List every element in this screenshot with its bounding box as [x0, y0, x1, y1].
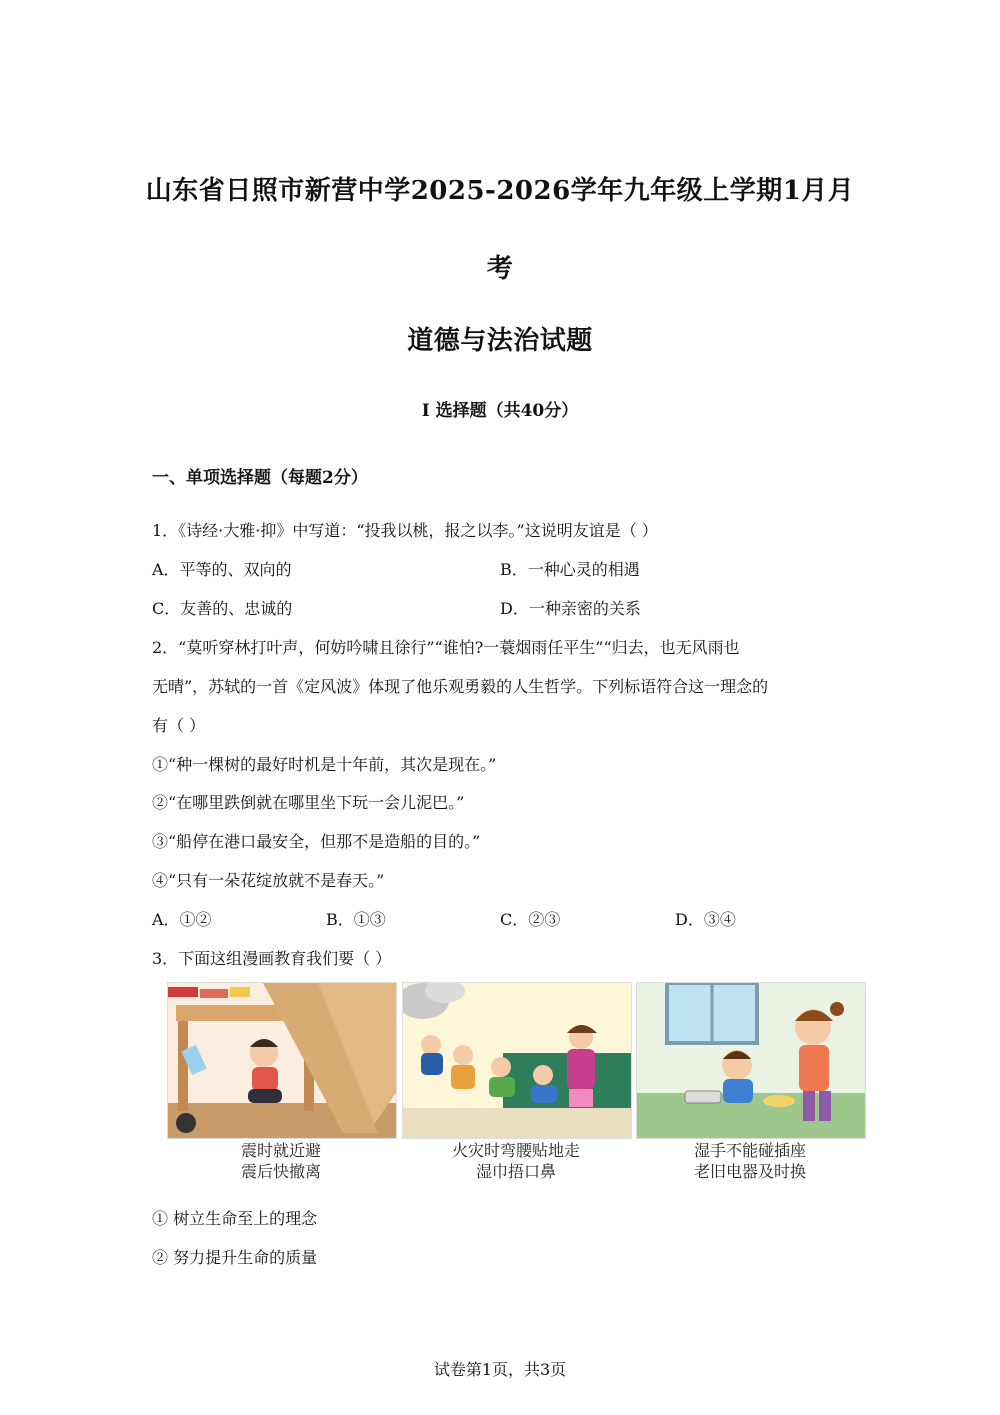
- q1-option-b: B．一种心灵的相遇: [500, 560, 640, 579]
- q2-item-3: ③“船停在港口最安全，但那不是造船的目的。”: [152, 832, 481, 851]
- q3-item-2: ② 努力提升生命的质量: [152, 1248, 318, 1267]
- exam-title-line1: 山东省日照市新营中学2025-2026学年九年级上学期1月月: [145, 176, 855, 206]
- section-heading: 一、单项选择题（每题2分）: [152, 468, 368, 488]
- q1-option-a: A．平等的、双向的: [152, 560, 292, 579]
- caption-2-line2: 湿巾捂口鼻: [475, 1162, 556, 1181]
- q2-item-2: ②“在哪里跌倒就在哪里坐下玩一会儿泥巴。”: [152, 793, 465, 812]
- exam-subject: 道德与法治试题: [407, 326, 593, 356]
- caption-3-line1: 湿手不能碰插座: [693, 1141, 806, 1160]
- comic-caption-2: [402, 1140, 630, 1182]
- caption-2-line1: 火灾时弯腰贴地走: [451, 1141, 580, 1160]
- q2-stem-line1: 2．“莫听穿林打叶声，何妨吟啸且徐行”“谁怕?一蓑烟雨任平生”“归去，也无风雨也: [152, 638, 740, 657]
- caption-3-line2: 老旧电器及时换: [693, 1162, 806, 1181]
- q3-stem: 3．下面这组漫画教育我们要（ ）: [152, 949, 392, 968]
- comic-electricity-image: [636, 982, 866, 1139]
- q2-option-c: C．②③: [500, 910, 561, 929]
- page-footer: 试卷第1页，共3页: [433, 1360, 567, 1379]
- q2-item-4: ④“只有一朵花绽放就不是春天。”: [152, 871, 385, 890]
- exam-title-line2: 考: [486, 254, 514, 284]
- comic-caption-1: [167, 1140, 395, 1182]
- caption-1-line2: 震后快撤离: [240, 1162, 321, 1181]
- q3-item-1: ① 树立生命至上的理念: [152, 1209, 318, 1228]
- caption-1-line1: 震时就近避: [240, 1141, 321, 1160]
- q2-stem-line2: 无晴”，苏轼的一首《定风波》体现了他乐观勇毅的人生哲学。下列标语符合这一理念的: [152, 677, 769, 696]
- q2-item-1: ①“种一棵树的最好时机是十年前，其次是现在。”: [152, 755, 497, 774]
- q1-stem: 1．《诗经·大雅·抑》中写道：“投我以桃，报之以李。”这说明友谊是（ ）: [152, 521, 658, 540]
- q1-option-d: D．一种亲密的关系: [500, 599, 641, 618]
- comic-caption-3: [636, 1140, 864, 1182]
- part-title: I 选择题（共40分）: [421, 401, 579, 421]
- q2-option-d: D．③④: [675, 910, 736, 929]
- comic-fire-image: [402, 982, 632, 1139]
- q2-option-b: B．①③: [326, 910, 386, 929]
- q1-option-c: C．友善的、忠诚的: [152, 599, 293, 618]
- comic-earthquake-image: [167, 982, 397, 1139]
- q2-stem-line3: 有（ ）: [152, 716, 206, 735]
- q2-option-a: A．①②: [152, 910, 212, 929]
